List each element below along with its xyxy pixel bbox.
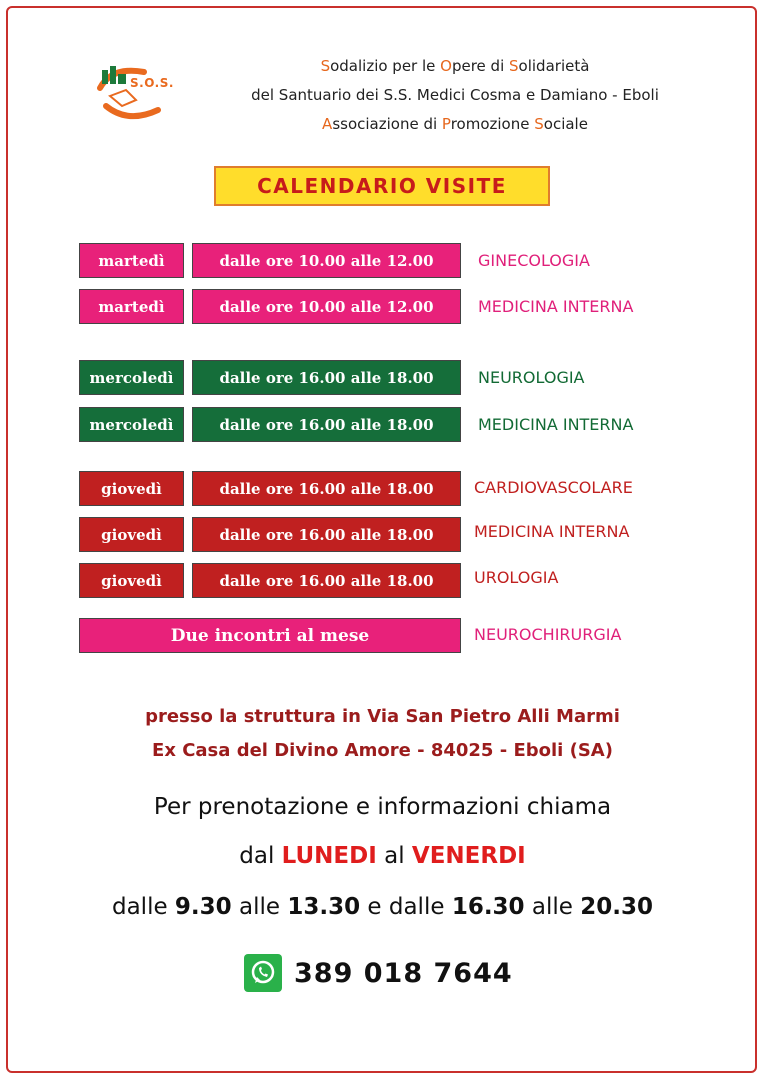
time-label: dalle ore 10.00 alle 12.00 xyxy=(192,289,461,324)
whatsapp-icon xyxy=(244,954,282,992)
specialty-label: UROLOGIA xyxy=(474,568,559,587)
header-line-2: del Santuario dei S.S. Medici Cosma e Damiano - Eboli xyxy=(251,86,659,104)
day-label: giovedì xyxy=(79,563,184,598)
from-day: LUNEDI xyxy=(281,843,377,869)
address-line-2: Ex Casa del Divino Amore - 84025 - Eboli (SA) xyxy=(152,740,613,761)
specialty-label: MEDICINA INTERNA xyxy=(478,297,634,316)
day-label: martedì xyxy=(79,289,184,324)
specialty-label: NEUROLOGIA xyxy=(478,368,585,387)
sos-logo-icon xyxy=(92,58,186,128)
logo-text: S.O.S. xyxy=(130,76,174,90)
header-line-3: Associazione di Promozione Sociale xyxy=(322,115,588,133)
sos-logo xyxy=(92,58,186,128)
specialty-label: MEDICINA INTERNA xyxy=(474,522,630,541)
specialty-label: NEUROCHIRURGIA xyxy=(474,625,622,644)
phone-contact[interactable] xyxy=(244,952,513,994)
time-label: dalle ore 16.00 alle 18.00 xyxy=(192,517,461,552)
day-label: martedì xyxy=(79,243,184,278)
organization-header xyxy=(200,52,710,139)
time-label: dalle ore 10.00 alle 12.00 xyxy=(192,243,461,278)
booking-hours: dalle 9.30 alle 13.30 e dalle 16.30 alle 20.30 xyxy=(111,894,653,920)
day-label: giovedì xyxy=(79,471,184,506)
booking-line-1: Per prenotazione e informazioni chiama xyxy=(153,794,612,820)
booking-days: dal LUNEDI al VENERDI xyxy=(239,843,526,869)
day-label: mercoledì xyxy=(79,360,184,395)
time-label: dalle ore 16.00 alle 18.00 xyxy=(192,360,461,395)
calendar-title: CALENDARIO VISITE xyxy=(214,166,550,206)
to-day: VENERDI xyxy=(411,843,526,869)
time-label: dalle ore 16.00 alle 18.00 xyxy=(192,563,461,598)
phone-number[interactable]: 389 018 7644 xyxy=(294,957,513,989)
header-line-1: Sodalizio per le Opere di Solidarietà xyxy=(320,57,590,75)
day-label: mercoledì xyxy=(79,407,184,442)
address-line-1: presso la struttura in Via San Pietro Alli Marmi xyxy=(145,706,620,727)
specialty-label: CARDIOVASCOLARE xyxy=(474,478,633,497)
specialty-label: GINECOLOGIA xyxy=(478,251,590,270)
time-label: dalle ore 16.00 alle 18.00 xyxy=(192,407,461,442)
time-label: dalle ore 16.00 alle 18.00 xyxy=(192,471,461,506)
frequency-label: Due incontri al mese xyxy=(79,618,461,653)
day-label: giovedì xyxy=(79,517,184,552)
specialty-label: MEDICINA INTERNA xyxy=(478,415,634,434)
